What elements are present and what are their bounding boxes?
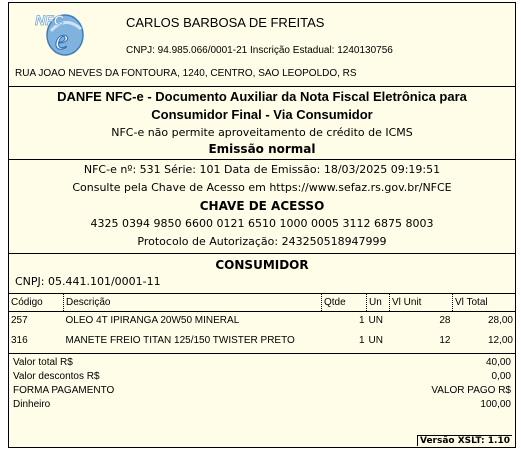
table-row xyxy=(9,312,515,329)
emitente-endereco: RUA JOAO NEVES DA FONTOURA, 1240, CENTRO, SAO LEOPOLDO, RS xyxy=(15,68,357,79)
col-qtde: Qtde xyxy=(322,294,367,312)
desconto-row xyxy=(9,370,515,384)
item-qtde: 1 xyxy=(358,335,365,346)
versao-xslt: Versão XSLT: 1.10 xyxy=(417,435,512,446)
dinheiro-label: Dinheiro xyxy=(13,398,51,410)
protocolo-autorizacao: Protocolo de Autorização: 243250518947999 xyxy=(137,235,387,248)
danfe-document xyxy=(8,2,516,448)
icms-aviso: NFC-e não permite aproveitamento de crédito de ICMS xyxy=(111,126,413,139)
dinheiro-row xyxy=(9,398,515,412)
totais-section xyxy=(9,353,515,412)
consumidor-cnpj: CNPJ: 05.441.101/0001-11 xyxy=(15,275,161,288)
titulo-section xyxy=(9,87,515,159)
forma-pagamento-row xyxy=(9,384,515,398)
nfce-logo-icon xyxy=(29,9,91,59)
item-qtde: 1 xyxy=(358,314,365,326)
emissao-tipo: Emissão normal xyxy=(208,142,316,156)
item-codigo: 316 xyxy=(11,335,28,346)
consulta-url: Consulte pela Chave de Acesso em https://www.sefaz.rs.gov.br/NFCE xyxy=(72,181,452,194)
desconto-label: Valor descontos R$ xyxy=(13,370,100,382)
valor-total-row xyxy=(9,356,515,370)
itens-table xyxy=(9,294,515,353)
itens-section xyxy=(9,293,515,353)
item-un: UN xyxy=(368,335,383,346)
col-descricao: Descrição xyxy=(64,294,322,312)
valor-total-label: Valor total R$ xyxy=(13,356,73,368)
emitente-header xyxy=(9,3,515,87)
item-vl-unit: 28 xyxy=(439,314,451,326)
forma-pagamento-label: FORMA PAGAMENTO xyxy=(13,384,115,396)
emitente-cnpj-ie: CNPJ: 94.985.066/0001-21 Inscrição Estadual: 1240130756 xyxy=(126,45,393,56)
dinheiro-valor: 100,00 xyxy=(480,398,511,410)
item-descricao: MANETE FREIO TITAN 125/150 TWISTER PRETO xyxy=(65,335,295,346)
item-un: UN xyxy=(368,314,383,326)
col-vl-unit: Vl Unit xyxy=(390,294,453,312)
nota-info-section xyxy=(9,159,515,253)
emitente-nome: CARLOS BARBOSA DE FREITAS xyxy=(126,15,325,30)
item-vl-total: 28,00 xyxy=(487,314,513,326)
consumidor-section xyxy=(9,253,515,293)
nota-numero-linha: NFC-e nº: 531 Série: 101 Data de Emissão: 18/03/2025 09:19:51 xyxy=(83,163,441,176)
danfe-title-line2: Consumidor Final - Via Consumidor xyxy=(151,107,373,122)
col-un: Un xyxy=(367,294,390,312)
logo-text: NFC xyxy=(35,12,64,28)
valor-pago-label: VALOR PAGO R$ xyxy=(431,384,511,396)
itens-header-row xyxy=(9,294,515,312)
item-descricao: OLEO 4T IPIRANGA 20W50 MINERAL xyxy=(65,314,240,326)
desconto-valor: 0,00 xyxy=(491,370,511,382)
chave-acesso-title: CHAVE DE ACESSO xyxy=(199,199,325,213)
col-vl-total: Vl Total xyxy=(453,294,516,312)
col-codigo: Código xyxy=(9,294,64,312)
item-vl-total: 12,00 xyxy=(487,335,513,346)
table-row xyxy=(9,329,515,353)
item-codigo: 257 xyxy=(11,314,28,326)
danfe-title-line1: DANFE NFC-e - Documento Auxiliar da Nota Fiscal Eletrônica para xyxy=(57,89,467,104)
consumidor-title: CONSUMIDOR xyxy=(215,258,309,272)
valor-total: 40,00 xyxy=(485,356,511,368)
logo-letter: e xyxy=(55,23,69,56)
item-vl-unit: 12 xyxy=(439,335,451,346)
chave-acesso: 4325 0394 9850 6600 0121 6510 1000 0005 3112 6875 8003 xyxy=(90,217,434,230)
